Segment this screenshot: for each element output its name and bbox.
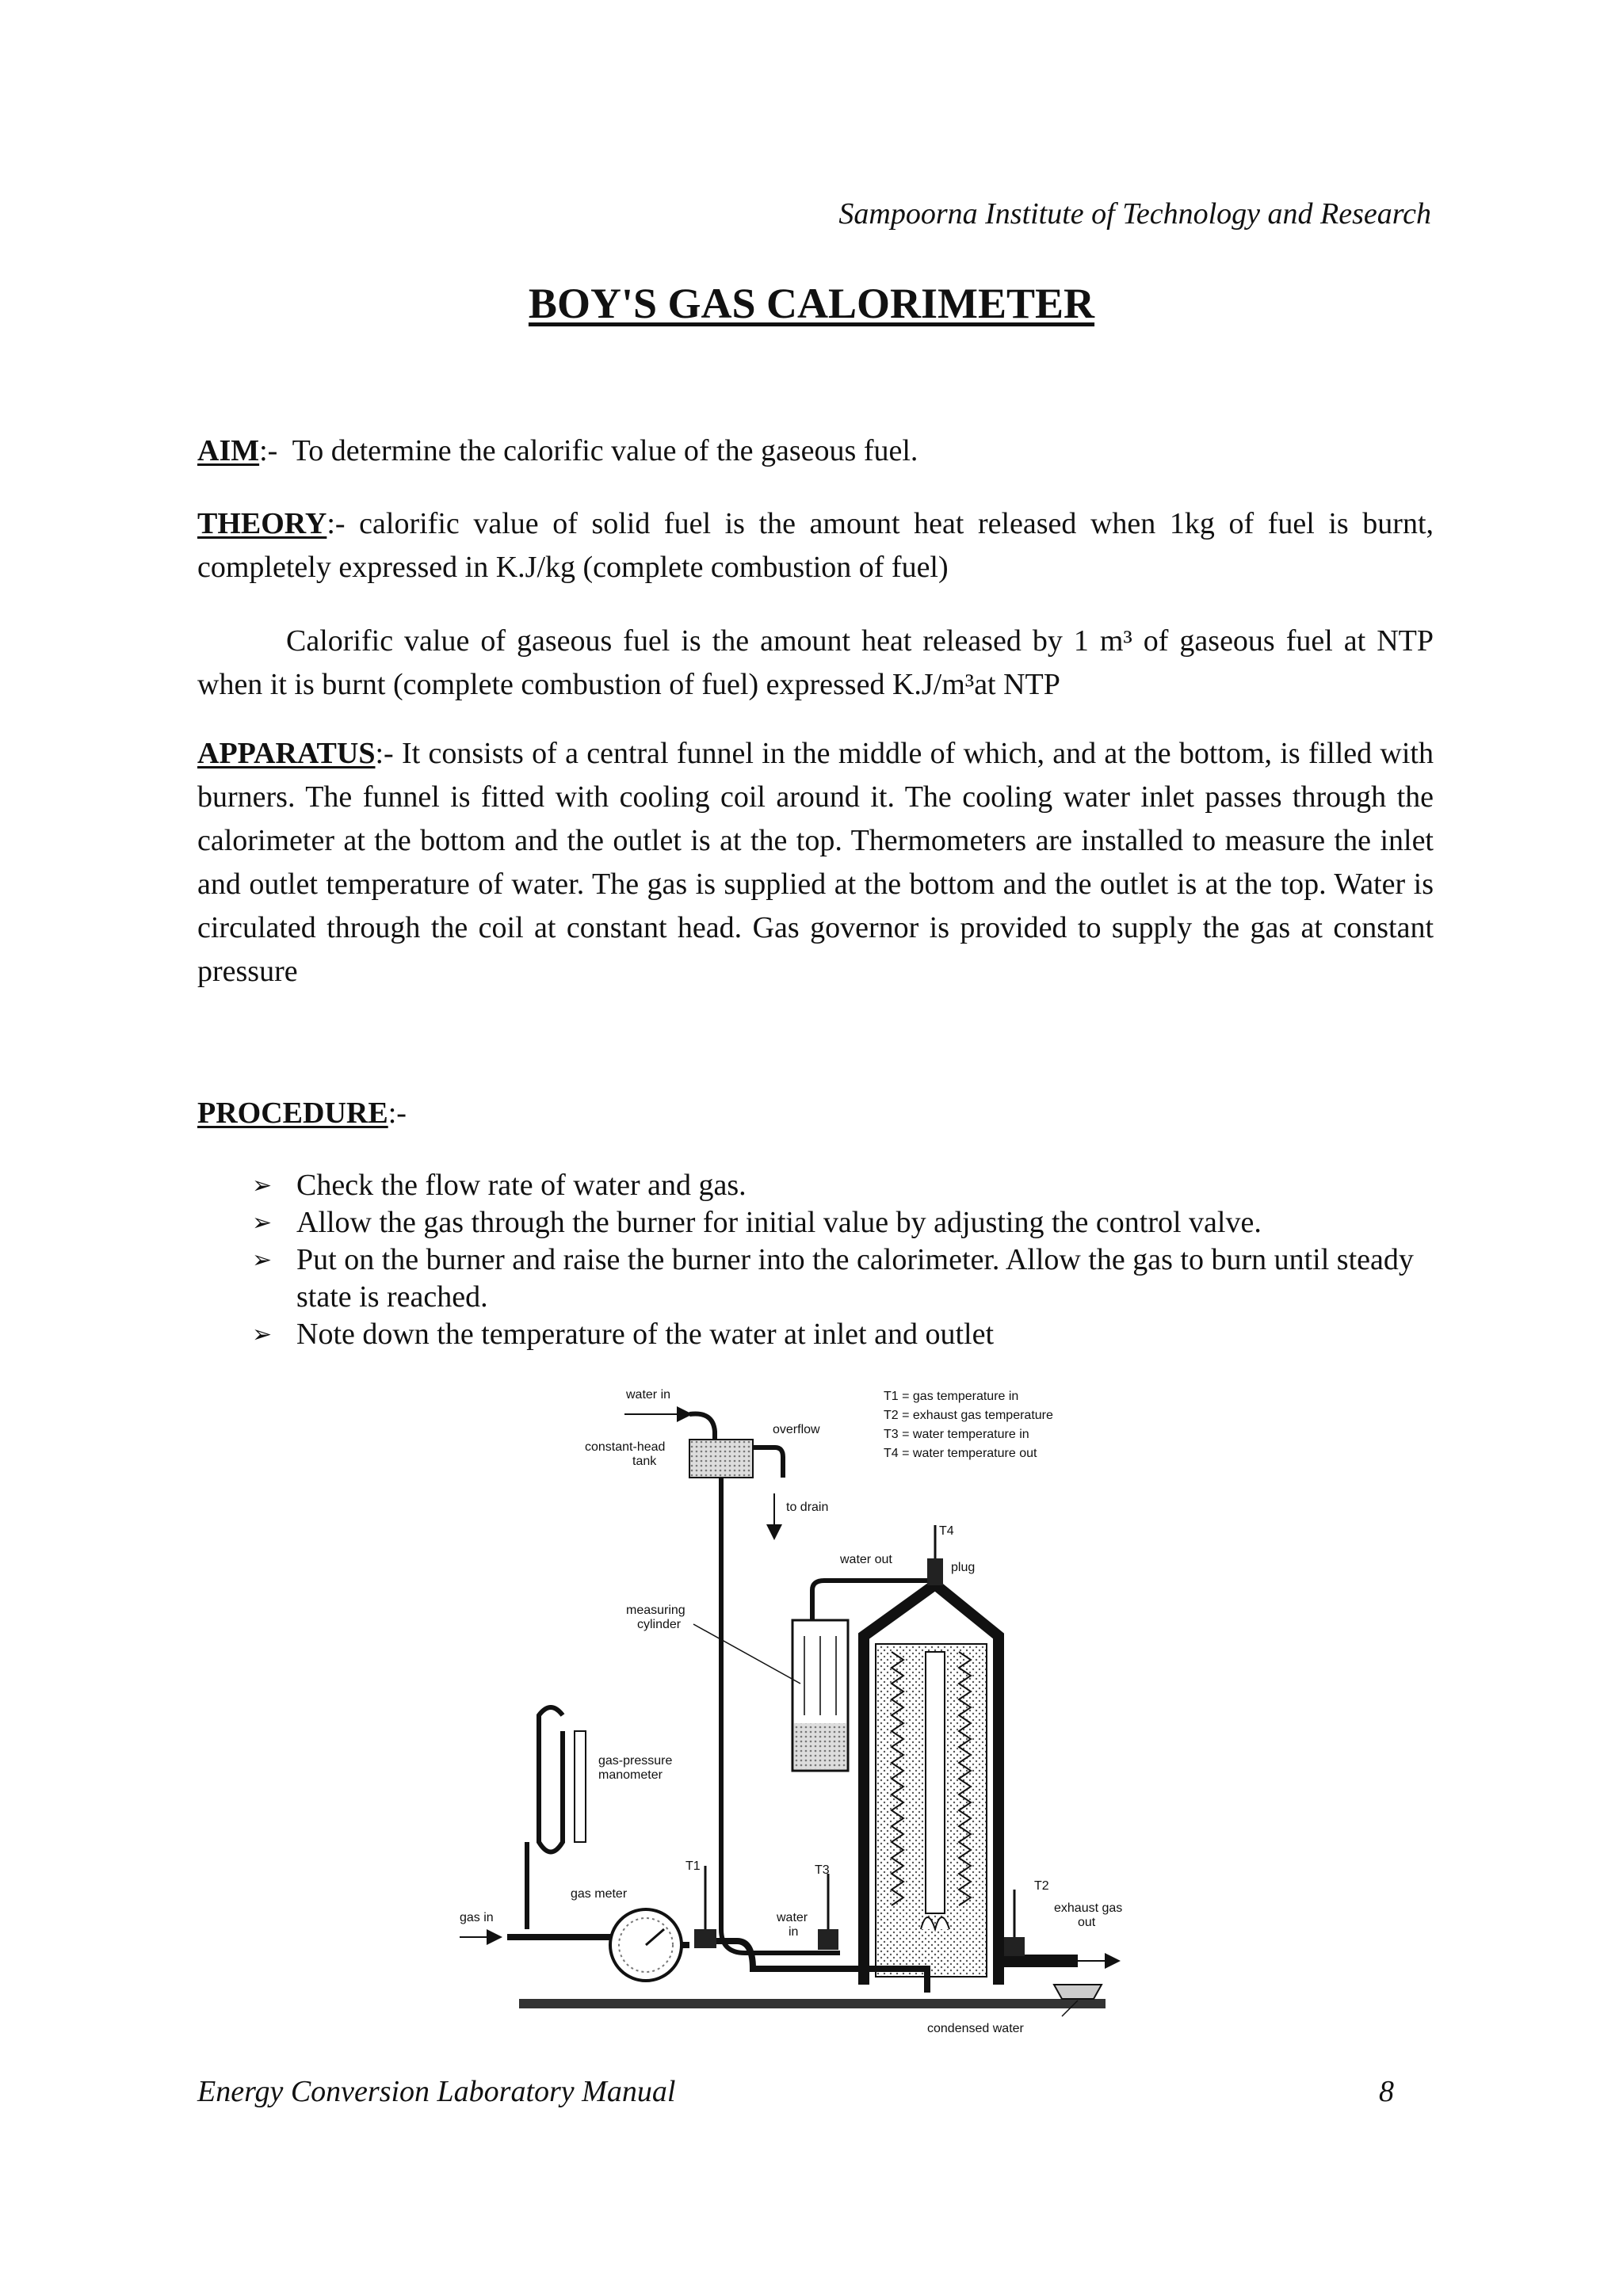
page-title: BOY'S GAS CALORIMETER xyxy=(528,280,1095,327)
constant-head-tank xyxy=(689,1440,753,1478)
footer-manual-title: Energy Conversion Laboratory Manual xyxy=(197,2075,676,2108)
legend-item: T4 = water temperature out xyxy=(884,1447,1037,1460)
arrow-bullet-icon: ➢ xyxy=(252,1246,273,1274)
manometer-tube xyxy=(539,1731,563,1852)
plug xyxy=(927,1558,943,1585)
procedure-step: ➢ Put on the burner and raise the burner into the calorimeter. Allow the gas to burn until steady state is reached. xyxy=(252,1243,1414,1314)
arrow-bullet-icon: ➢ xyxy=(252,1321,273,1348)
central-funnel xyxy=(926,1652,945,1913)
arrow-bullet-icon: ➢ xyxy=(252,1209,273,1237)
base-platform xyxy=(519,1999,1106,2008)
t1-plug xyxy=(694,1929,716,1948)
procedure-step: ➢ Note down the temperature of the water at inlet and outlet xyxy=(252,1316,1433,1353)
manometer-scale xyxy=(575,1731,586,1842)
aim-section xyxy=(197,429,1434,473)
gas-pressure-label: gas-pressure xyxy=(598,1754,673,1768)
gas-meter-label: gas meter xyxy=(571,1887,628,1901)
procedure-label: PROCEDURE xyxy=(197,1097,388,1130)
aim-text: To determine the calorific value of the gaseous fuel. xyxy=(292,434,918,467)
aim-separator: :- xyxy=(259,434,278,467)
plug-label: plug xyxy=(951,1561,976,1574)
condensed-water-label: condensed water xyxy=(927,2022,1024,2035)
legend-item: T3 = water temperature in xyxy=(884,1428,1029,1441)
legend xyxy=(884,1390,1053,1460)
apparatus-separator: :- xyxy=(375,737,394,770)
aim-label: AIM xyxy=(197,434,260,467)
t3-label: T3 xyxy=(815,1863,830,1877)
apparatus-label: APPARATUS xyxy=(197,737,376,770)
procedure-separator: :- xyxy=(388,1097,407,1130)
t4-label: T4 xyxy=(939,1524,954,1538)
water-label: water xyxy=(777,1911,808,1924)
procedure-heading xyxy=(197,1092,1434,1135)
cylinder-label: cylinder xyxy=(637,1618,682,1631)
t3-plug xyxy=(818,1929,838,1950)
procedure-step: ➢ Allow the gas through the burner for initial value by adjusting the control valve. xyxy=(252,1204,1433,1241)
apparatus-text: It consists of a central funnel in the middle of which, and at the bottom, is filled with burners. The funnel is fitted with cooling coil around it. The cooling water inlet passes through the calorimeter at the bottom and the outlet is at the top. Thermometers are installed to measure the inlet and outlet temperature of water. The gas is supplied at the bottom and the outlet is at the top. Water is circulated through the coil at constant head. Gas governor is provided to supply the gas at constant pressure xyxy=(197,737,1434,988)
theory-label: THEORY xyxy=(197,507,327,540)
tank-label-1: constant-head xyxy=(585,1440,666,1454)
t2-plug xyxy=(1004,1937,1025,1956)
theory-paragraph-2: Calorific value of gaseous fuel is the amount heat released by 1 m³ of gaseous fuel at NTP when it is burnt (complete combustion of fuel) expressed K.J/m³at NTP xyxy=(197,624,1434,701)
water-inlet-pipe xyxy=(689,1413,715,1440)
procedure-step: ➢ Check the flow rate of water and gas. xyxy=(252,1167,1433,1204)
overflow-label: overflow xyxy=(773,1423,820,1436)
cylinder-water xyxy=(794,1723,846,1769)
procedure-steps xyxy=(252,1167,1433,1353)
t2-label: T2 xyxy=(1034,1879,1049,1893)
water-out-label: water out xyxy=(840,1553,892,1566)
cylinder-leader xyxy=(693,1624,800,1684)
gas-in-label: gas in xyxy=(460,1911,494,1924)
t1-label: T1 xyxy=(685,1859,701,1873)
in-label: in xyxy=(789,1925,799,1939)
footer-page-number: 8 xyxy=(1379,2075,1394,2108)
arrow-bullet-icon: ➢ xyxy=(252,1172,273,1199)
theory-separator: :- xyxy=(327,507,346,540)
calorimeter-diagram xyxy=(452,1383,1181,2048)
legend-item: T1 = gas temperature in xyxy=(884,1390,1019,1403)
legend-item: T2 = exhaust gas temperature xyxy=(884,1409,1053,1422)
water-in-label: water in xyxy=(626,1388,671,1402)
apparatus-section xyxy=(197,732,1434,994)
condensate-tray xyxy=(1054,1985,1102,1999)
institute-header: Sampoorna Institute of Technology and Research xyxy=(838,197,1431,231)
overflow-pipe xyxy=(753,1447,783,1478)
measuring-label: measuring xyxy=(626,1604,685,1617)
manometer-label: manometer xyxy=(598,1768,663,1782)
to-drain-label: to drain xyxy=(786,1501,829,1514)
theory-section xyxy=(197,502,1434,589)
exhaust-out-label: out xyxy=(1078,1916,1096,1929)
exhaust-gas-label: exhaust gas xyxy=(1054,1901,1123,1915)
theory-text: calorific value of solid fuel is the amount heat released when 1kg of fuel is burnt, completely expressed in K.J/kg (complete combustion of fuel) xyxy=(197,507,1434,584)
tank-label-2: tank xyxy=(632,1455,657,1468)
